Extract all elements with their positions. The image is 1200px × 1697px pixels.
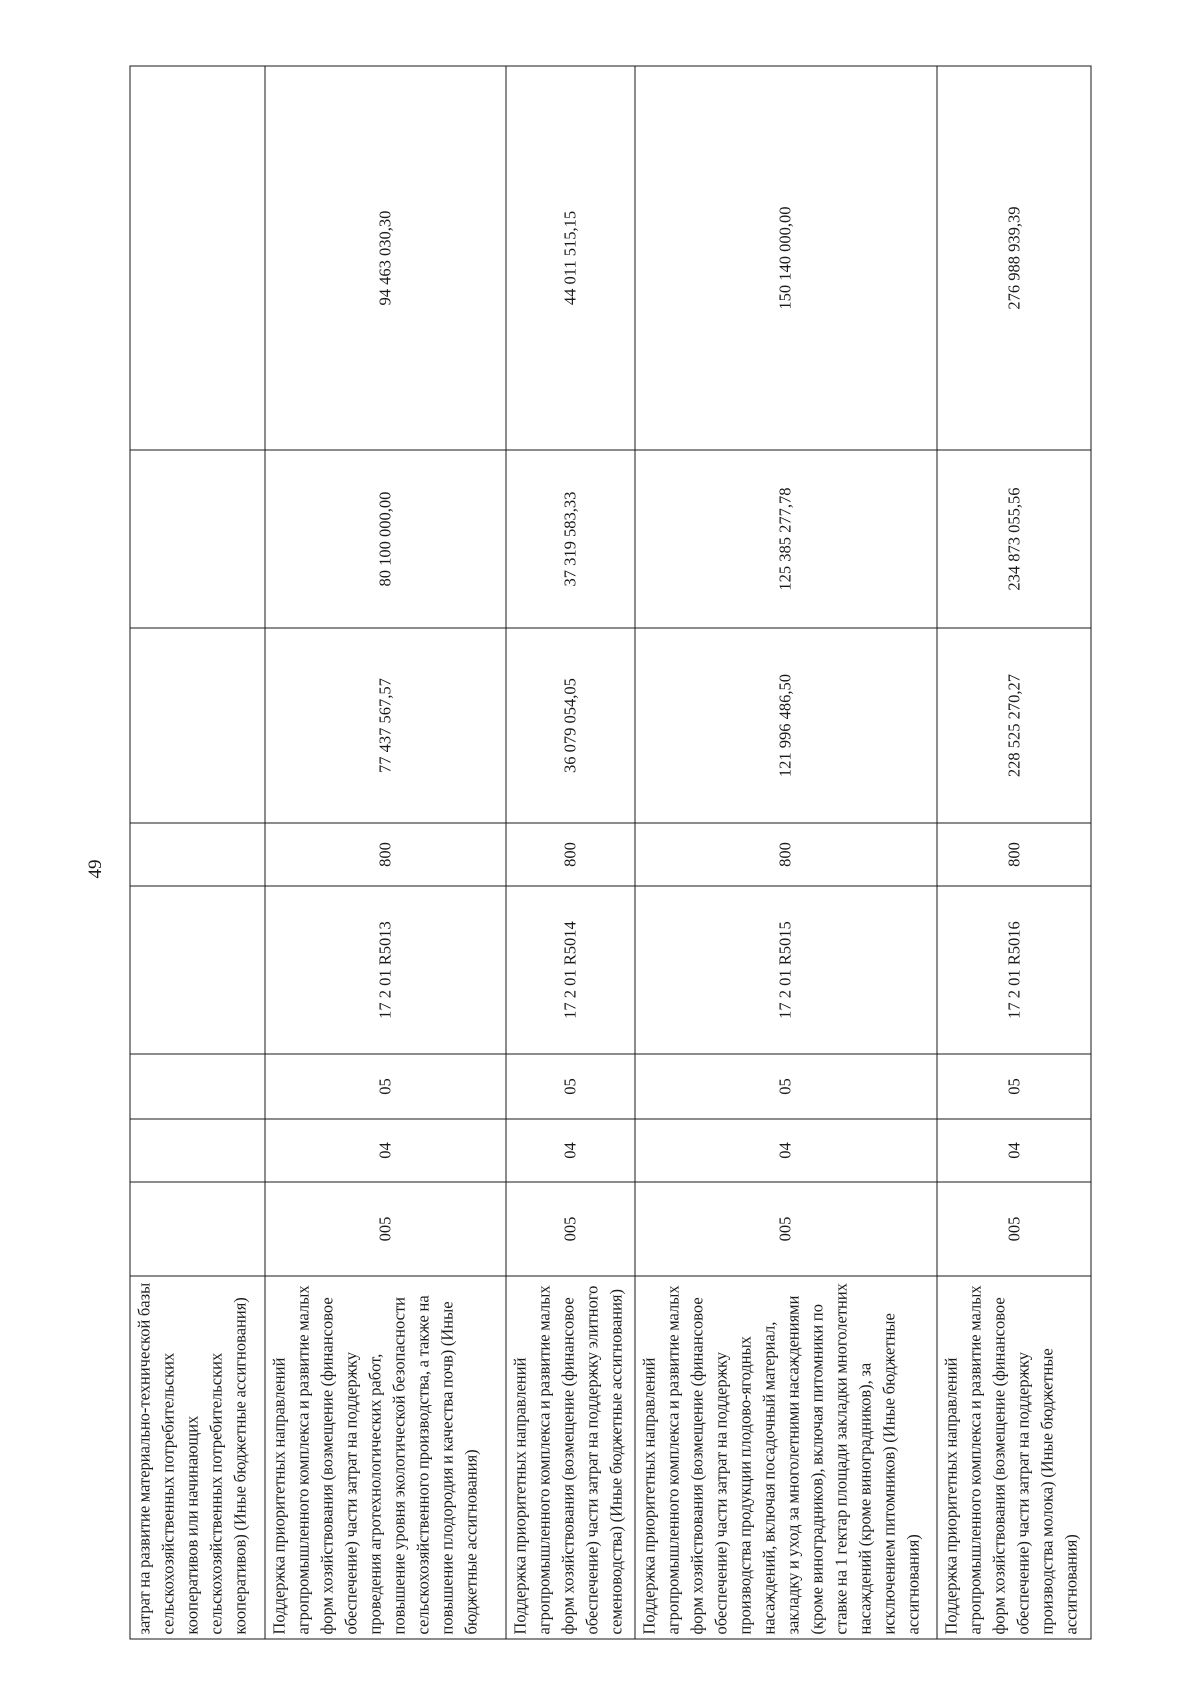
amount-1: 121 996 486,50 [634,628,936,823]
table-row [130,66,265,1639]
amount-1: 228 525 270,27 [937,628,1091,823]
table-row [937,66,1091,1639]
row-description: Поддержка приоритетных направлений агропромышленного комплекса и развитие малых форм хозяйствования (возмещение (финансовое обеспечение) части затрат на поддержку производства молока) (Иные бюджетные ассигнования) [937,1276,1091,1639]
expense-type-code: 800 [505,823,634,886]
amount-3: 276 988 939,39 [937,66,1091,450]
subsection-code [130,1054,265,1119]
subsection-code: 05 [505,1054,634,1119]
table-row [265,66,506,1639]
row-description: Поддержка приоритетных направлений агропромышленного комплекса и развитие малых форм хозяйствования (возмещение (финансовое обеспечение) части затрат на поддержку элитного семеноводства) (Иные бюджетные ассигнования) [505,1276,634,1639]
amount-3: 150 140 000,00 [634,66,936,450]
expense-type-code: 800 [634,823,936,886]
row-description: Поддержка приоритетных направлений агропромышленного комплекса и развитие малых форм хозяйствования (возмещение (финансовое обеспечение) части затрат на поддержку производства продукции плодово-ягодных насаждений, включая посадочный материал, закладку и уход за многолетними насаждениями (кроме виноградников), включая питомники по ставке на 1 гектар площади закладки многолетних насаждений (кроме виноградников), за исключением питомников) (Иные бюджетные ассигнования) [634,1276,936,1639]
ministry-code: 005 [265,1182,506,1276]
target-article-code: 17 2 01 R5013 [265,886,506,1054]
subsection-code: 05 [265,1054,506,1119]
page-number: 49 [85,859,106,879]
target-article-code: 17 2 01 R5014 [505,886,634,1054]
amount-1: 77 437 567,57 [265,628,506,823]
amount-1: 36 079 054,05 [505,628,634,823]
section-code: 04 [265,1119,506,1182]
target-article-code: 17 2 01 R5016 [937,886,1091,1054]
ministry-code [130,1182,265,1276]
target-article-code [130,886,265,1054]
amount-1 [130,628,265,823]
section-code: 04 [634,1119,936,1182]
amount-2: 234 873 055,56 [937,450,1091,628]
amount-2 [130,450,265,628]
expense-type-code: 800 [265,823,506,886]
row-description: затрат на развитие материально-технической базы сельскохозяйственных потребительских кооперативов или начинающих сельскохозяйственных потребительских кооперативов) (Иные бюджетные ассигнования) [130,1276,265,1639]
expense-type-code: 800 [937,823,1091,886]
table-row [505,66,634,1639]
section-code: 04 [505,1119,634,1182]
ministry-code: 005 [937,1182,1091,1276]
amount-2: 37 319 583,33 [505,450,634,628]
amount-2: 125 385 277,78 [634,450,936,628]
amount-3 [130,66,265,450]
amount-3: 44 011 515,15 [505,66,634,450]
section-code [130,1119,265,1182]
target-article-code: 17 2 01 R5015 [634,886,936,1054]
section-code: 04 [937,1119,1091,1182]
budget-table-rotated [129,66,1091,1639]
budget-table [129,65,1091,1639]
amount-2: 80 100 000,00 [265,450,506,628]
ministry-code: 005 [505,1182,634,1276]
expense-type-code [130,823,265,886]
subsection-code: 05 [634,1054,936,1119]
ministry-code: 005 [634,1182,936,1276]
table-row [634,66,936,1639]
row-description: Поддержка приоритетных направлений агропромышленного комплекса и развитие малых форм хозяйствования (возмещение (финансовое обеспечение) части затрат на поддержку проведения агротехнологических работ, повышение уровня экологической безопасности сельскохозяйственного производства, а также на повышение плодородия и качества почв) (Иные бюджетные ассигнования) [265,1276,506,1639]
subsection-code: 05 [937,1054,1091,1119]
amount-3: 94 463 030,30 [265,66,506,450]
